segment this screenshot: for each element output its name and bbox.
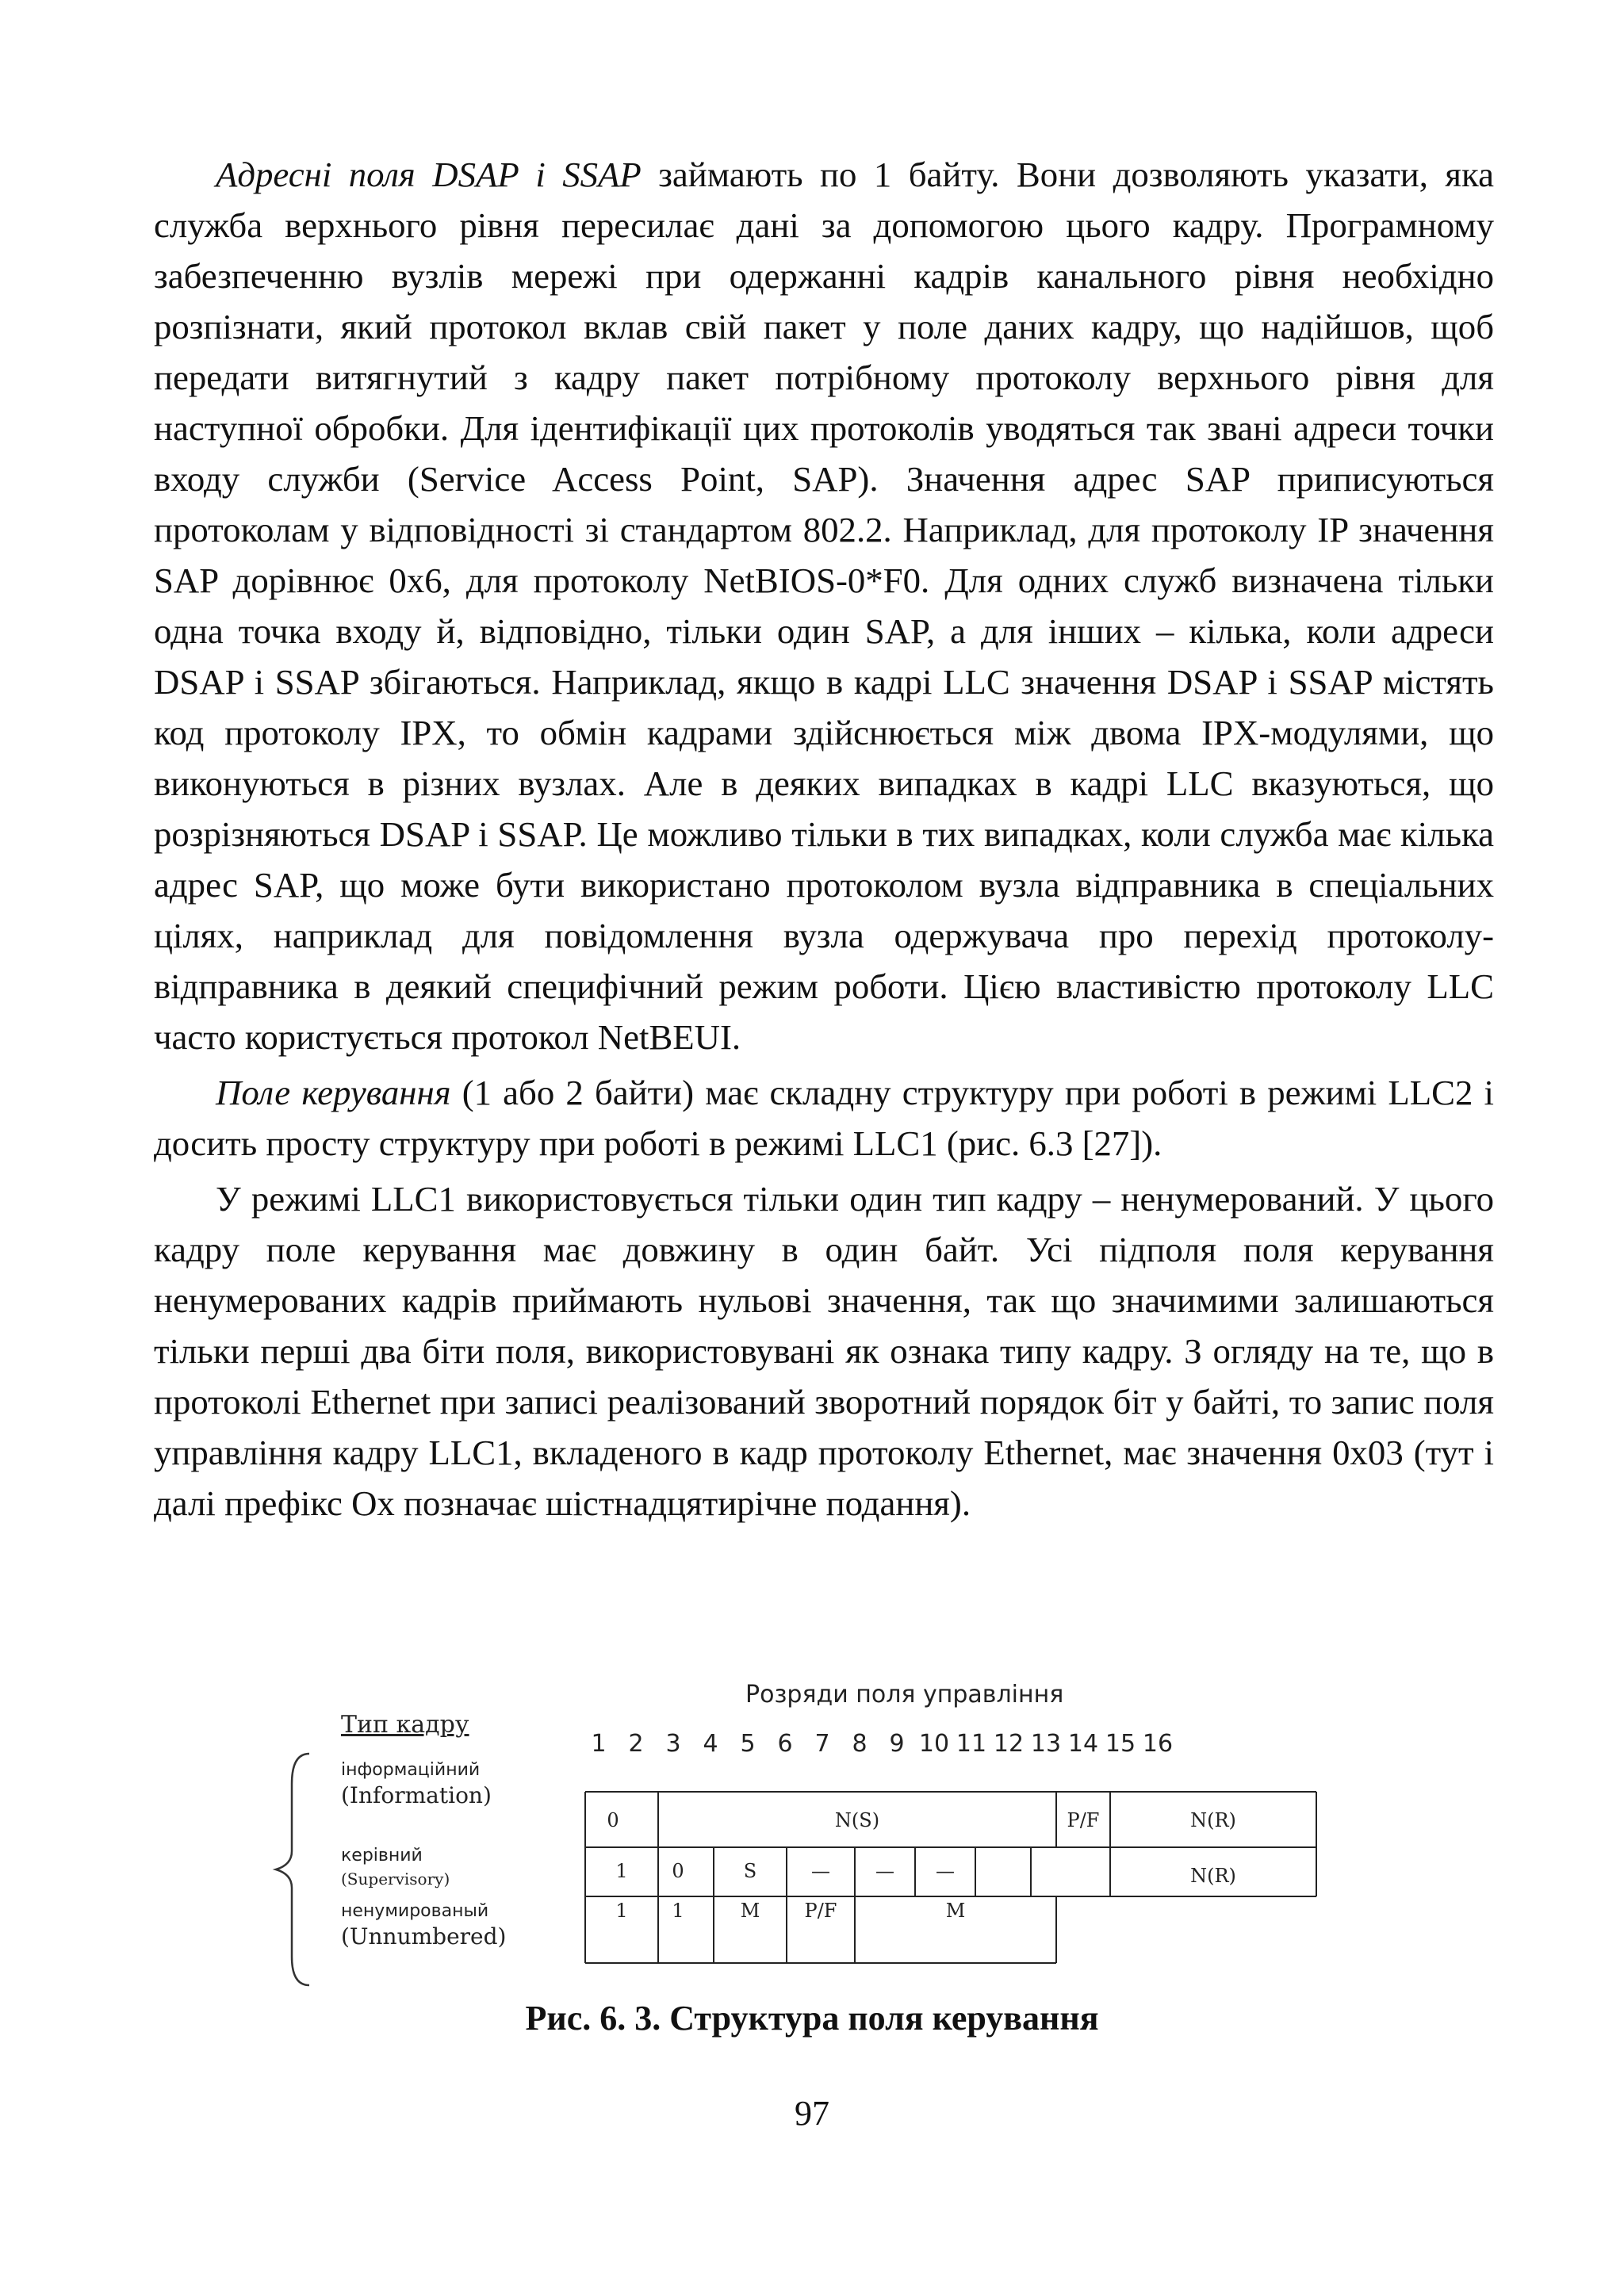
bit-number: 1 — [591, 1730, 607, 1758]
cell: — — [811, 1860, 830, 1882]
row-label-supervisory: керівний — [341, 1846, 423, 1866]
bit-number: 4 — [703, 1730, 718, 1758]
bit-number: 15 — [1105, 1730, 1136, 1758]
bit-number: 10 — [918, 1730, 950, 1758]
page-number: 97 — [795, 2094, 829, 2133]
paragraph-1 — [154, 149, 1494, 1062]
body-text — [154, 149, 1494, 1529]
bit-number: 5 — [740, 1730, 756, 1758]
paragraph-text: займають по 1 байту. Вони дозволяють указати, яка служба верхнього рівня пересилає дані за допомогою цього кадру. Програмному забезпеченню вузлів мережі при одержанні кадрів канального рівня необхідно розпізнати, який протокол вклав свій пакет у поле даних кадру, що надійшов, щоб передати витягнутий з кадру пакет потрібному протоколу верхнього рівня для наступної обробки. Для ідентифікації цих протоколів уводяться так звані адреси точки входу служби (Service Access Point, SAP). Значення адрес SAP приписуються протоколам у відповідності зі стандартом 802.2. Наприклад, для протоколу IP значення SAP дорівнює 0x6, для протоколу NetBIOS-0*F0. Для одних служб визначена тільки одна точка входу й, відповідно, тільки один SAP, а для інших – кілька, коли адреси DSAP і SSAP збігаються. Наприклад, якщо в кадрі LLC значення DSAP і SSAP містять код протоколу IPX, то обмін кадрами здійснюється між двома IPX-модулями, що виконуються в різних вузлах. Але в деяких випадках в кадрі LLC вказуються, що розрізняються DSAP і SSAP. Це можливо тільки в тих випадках, коли служба має кілька адрес SAP, що може бути використано протоколом вузла відправника в спеціальних цілях, наприклад для повідомлення вузла одержувача про перехід протоколу-відправника в деякий специфічний режим роботи. Цією властивістю протоколу LLC часто користується протокол NetBEUI. — [154, 155, 1494, 1057]
cell: — — [875, 1860, 894, 1882]
paragraph-2 — [154, 1067, 1494, 1169]
row-label-unnumbered: ненумированый — [341, 1901, 489, 1921]
figure-title: Розряди поля управління — [745, 1681, 1064, 1709]
cell: N(R) — [1190, 1809, 1236, 1831]
figure-caption: Рис. 6. 3. Структура поля керування — [525, 1999, 1099, 2038]
brace — [276, 1754, 309, 1985]
cell: M — [945, 1900, 966, 1922]
row-sub-supervisory: (Supervisory) — [341, 1869, 450, 1888]
row-sub-unnumbered: (Unnumbered) — [341, 1923, 507, 1950]
cell: P/F — [804, 1900, 837, 1922]
bit-number: 8 — [852, 1730, 868, 1758]
italic-lead: Поле керування — [216, 1073, 451, 1112]
paragraph-text: У режимі LLC1 використовується тільки один тип кадру – ненумерований. У цього кадру поле керування має довжину в один байт. Усі підполя поля керування ненумерованих кадрів приймають нульові значення, так що значимими залишаються тільки перші два біти поля, використовувані як ознака типу кадру. З огляду на те, що в протоколі Ethernet при записі реалізований зворотний порядок біт у байті, то запис поля управління кадру LLC1, вкладеного в кадр протоколу Ethernet, має значення 0x03 (тут і далі префікс Ох позначає шістнадцятирічне подання). — [154, 1179, 1494, 1523]
control-field-figure — [254, 1665, 1364, 1998]
bit-number: 6 — [777, 1730, 793, 1758]
bit-number: 14 — [1067, 1730, 1099, 1758]
cell: — — [936, 1860, 955, 1882]
cell: N(R) — [1190, 1865, 1236, 1887]
paragraph-text: (1 або 2 байти) має складну структуру при роботі в режимі LLC2 і досить просту структуру при роботі в режимі LLC1 (рис. 6.3 [27]). — [154, 1073, 1494, 1163]
bit-number: 11 — [956, 1730, 987, 1758]
cell: 1 — [615, 1860, 628, 1882]
cell: S — [743, 1860, 757, 1882]
bit-number: 16 — [1142, 1730, 1174, 1758]
bit-number: 3 — [665, 1730, 681, 1758]
bit-number: 12 — [993, 1730, 1025, 1758]
bit-number: 7 — [814, 1730, 830, 1758]
row-sub-information: (Information) — [341, 1782, 492, 1808]
bit-number: 13 — [1030, 1730, 1062, 1758]
cell: 1 — [615, 1900, 628, 1922]
row-label-information: інформаційний — [341, 1760, 481, 1780]
cell: 0 — [672, 1860, 684, 1882]
frame-type-header: Тип кадру — [341, 1711, 469, 1739]
paragraph-3 — [154, 1173, 1494, 1529]
bit-number: 9 — [889, 1730, 905, 1758]
cell: 0 — [607, 1809, 619, 1831]
cell: M — [740, 1900, 760, 1922]
bit-number: 2 — [628, 1730, 644, 1758]
italic-lead: Адресні поля DSAP і SSAP — [216, 155, 642, 194]
cell: N(S) — [834, 1809, 880, 1831]
cell: 1 — [672, 1900, 684, 1922]
cell: P/F — [1067, 1809, 1100, 1831]
